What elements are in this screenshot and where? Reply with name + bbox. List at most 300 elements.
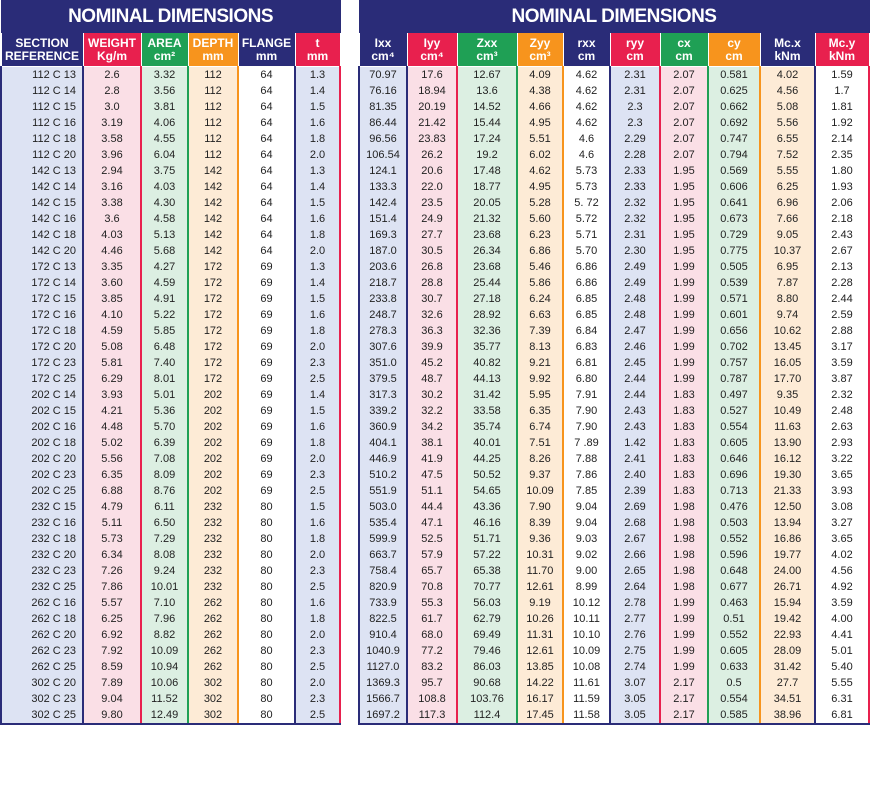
table-cell: 86.44 xyxy=(359,115,407,131)
table-cell: 1.98 xyxy=(660,579,708,595)
table-row xyxy=(1,227,340,243)
table-cell: 262 C 18 xyxy=(1,611,83,627)
table-cell: 16.17 xyxy=(517,691,563,707)
table-row xyxy=(359,163,869,179)
table-cell: 52.5 xyxy=(407,531,457,547)
table-cell: 2.29 xyxy=(610,131,660,147)
table-cell: 20.05 xyxy=(457,195,517,211)
table-row xyxy=(359,355,869,371)
table-cell: 232 xyxy=(188,579,238,595)
table-cell: 1.95 xyxy=(660,227,708,243)
table-cell: 17.6 xyxy=(407,67,457,84)
table-cell: 2.5 xyxy=(295,483,340,499)
table-cell: 5.55 xyxy=(760,163,815,179)
table-cell: 10.37 xyxy=(760,243,815,259)
table-cell: 7.90 xyxy=(563,419,610,435)
table-cell: 45.2 xyxy=(407,355,457,371)
column-header-unit: mm xyxy=(202,48,224,63)
table-cell: 3.96 xyxy=(83,147,141,163)
table-row xyxy=(1,163,340,179)
table-row xyxy=(1,451,340,467)
table-cell: 69 xyxy=(238,275,295,291)
table-cell: 446.9 xyxy=(359,451,407,467)
table-cell: 6.25 xyxy=(83,611,141,627)
table-cell: 21.33 xyxy=(760,483,815,499)
column-header xyxy=(517,33,563,67)
table-cell: 6.48 xyxy=(141,339,188,355)
table-cell: 262 xyxy=(188,611,238,627)
table-cell: 0.787 xyxy=(708,371,760,387)
table-cell: 6.35 xyxy=(83,467,141,483)
table-cell: 503.0 xyxy=(359,499,407,515)
table-cell: 2.17 xyxy=(660,675,708,691)
table-cell: 7.87 xyxy=(760,275,815,291)
table-cell: 7.90 xyxy=(563,403,610,419)
table-cell: 18.94 xyxy=(407,83,457,99)
table-cell: 5.70 xyxy=(141,419,188,435)
table-cell: 1.98 xyxy=(660,515,708,531)
table-cell: 10.94 xyxy=(141,659,188,675)
table-cell: 6.31 xyxy=(815,691,869,707)
table-cell: 12.67 xyxy=(457,67,517,84)
table-cell: 23.68 xyxy=(457,259,517,275)
table-cell: 1.4 xyxy=(295,179,340,195)
table-cell: 9.04 xyxy=(563,515,610,531)
table-cell: 112 C 20 xyxy=(1,147,83,163)
table-cell: 21.42 xyxy=(407,115,457,131)
table-row xyxy=(359,483,869,499)
table-cell: 262 xyxy=(188,595,238,611)
table-row xyxy=(1,67,340,84)
table-cell: 64 xyxy=(238,131,295,147)
table-cell: 1.98 xyxy=(660,547,708,563)
table-cell: 26.2 xyxy=(407,147,457,163)
table-cell: 8.39 xyxy=(517,515,563,531)
table-cell: 4.30 xyxy=(141,195,188,211)
table-cell: 2.17 xyxy=(660,707,708,724)
table-cell: 2.49 xyxy=(610,259,660,275)
table-row xyxy=(359,339,869,355)
table-cell: 2.5 xyxy=(295,579,340,595)
table-cell: 12.61 xyxy=(517,579,563,595)
table-cell: 1.4 xyxy=(295,83,340,99)
table-cell: 2.06 xyxy=(815,195,869,211)
table-cell: 4.02 xyxy=(815,547,869,563)
column-header-unit: cm³ xyxy=(529,48,551,63)
table-cell: 43.36 xyxy=(457,499,517,515)
column-header xyxy=(238,33,295,67)
table-title-right: NOMINAL DIMENSIONS xyxy=(359,1,869,33)
table-cell: 2.3 xyxy=(295,563,340,579)
table-cell: 12.49 xyxy=(141,707,188,724)
table-cell: 69 xyxy=(238,339,295,355)
table-cell: 11.59 xyxy=(563,691,610,707)
table-cell: 1.5 xyxy=(295,403,340,419)
table-cell: 19.2 xyxy=(457,147,517,163)
table-row xyxy=(359,179,869,195)
column-header-name: SECTION xyxy=(15,35,69,50)
table-cell: 64 xyxy=(238,67,295,84)
table-row xyxy=(359,531,869,547)
table-row xyxy=(359,403,869,419)
table-cell: 0.702 xyxy=(708,339,760,355)
table-cell: 1.83 xyxy=(660,387,708,403)
table-cell: 4.58 xyxy=(141,211,188,227)
table-cell: 25.44 xyxy=(457,275,517,291)
table-cell: 6.04 xyxy=(141,147,188,163)
table-row xyxy=(1,595,340,611)
column-header xyxy=(295,33,340,67)
table-cell: 5.08 xyxy=(760,99,815,115)
table-cell: 278.3 xyxy=(359,323,407,339)
table-cell: 12.50 xyxy=(760,499,815,515)
column-header xyxy=(359,33,407,67)
table-cell: 11.31 xyxy=(517,627,563,643)
table-cell: 3.07 xyxy=(610,675,660,691)
column-header-unit: cm xyxy=(675,48,693,63)
table-cell: 5.46 xyxy=(517,259,563,275)
table-cell: 142 xyxy=(188,211,238,227)
table-cell: 23.83 xyxy=(407,131,457,147)
table-row xyxy=(1,291,340,307)
table-cell: 5.40 xyxy=(815,659,869,675)
table-row xyxy=(359,627,869,643)
table-cell: 81.35 xyxy=(359,99,407,115)
table-cell: 1.99 xyxy=(660,595,708,611)
column-headers-right xyxy=(359,33,869,67)
table-cell: 142 xyxy=(188,163,238,179)
table-cell: 30.7 xyxy=(407,291,457,307)
table-cell: 112 C 18 xyxy=(1,131,83,147)
table-cell: 1.99 xyxy=(660,371,708,387)
table-cell: 7.92 xyxy=(83,643,141,659)
table-cell: 20.6 xyxy=(407,163,457,179)
column-header-name: WEIGHT xyxy=(88,35,136,50)
table-cell: 61.7 xyxy=(407,611,457,627)
table-cell: 202 C 23 xyxy=(1,467,83,483)
table-cell: 23.68 xyxy=(457,227,517,243)
table-cell: 1.99 xyxy=(660,627,708,643)
column-header-unit: cm² xyxy=(153,48,176,63)
column-header xyxy=(610,33,660,67)
table-row xyxy=(1,403,340,419)
table-cell: 379.5 xyxy=(359,371,407,387)
table-cell: 9.02 xyxy=(563,547,610,563)
table-cell: 142 xyxy=(188,179,238,195)
table-cell: 3.59 xyxy=(815,355,869,371)
table-cell: 4.95 xyxy=(517,179,563,195)
table-cell: 11.63 xyxy=(760,419,815,435)
table-cell: 202 xyxy=(188,483,238,499)
table-cell: 2.43 xyxy=(610,403,660,419)
table-cell: 96.56 xyxy=(359,131,407,147)
table-cell: 70.77 xyxy=(457,579,517,595)
table-cell: 7.40 xyxy=(141,355,188,371)
table-cell: 8.26 xyxy=(517,451,563,467)
table-cell: 4.21 xyxy=(83,403,141,419)
table-cell: 2.3 xyxy=(610,99,660,115)
table-cell: 3.16 xyxy=(83,179,141,195)
table-row xyxy=(1,131,340,147)
table-cell: 6.85 xyxy=(563,291,610,307)
table-cell: 112 xyxy=(188,67,238,84)
table-cell: 142 C 14 xyxy=(1,179,83,195)
table-cell: 8.80 xyxy=(760,291,815,307)
table-cell: 4.79 xyxy=(83,499,141,515)
table-row xyxy=(359,323,869,339)
table-cell: 7.86 xyxy=(563,467,610,483)
table-cell: 202 xyxy=(188,435,238,451)
table-cell: 232 xyxy=(188,563,238,579)
table-cell: 22.0 xyxy=(407,179,457,195)
table-cell: 302 xyxy=(188,675,238,691)
table-cell: 0.552 xyxy=(708,627,760,643)
table-cell: 203.6 xyxy=(359,259,407,275)
table-cell: 65.7 xyxy=(407,563,457,579)
table-cell: 6.86 xyxy=(517,243,563,259)
table-cell: 9.36 xyxy=(517,531,563,547)
table-cell: 172 xyxy=(188,355,238,371)
table-cell: 5.01 xyxy=(815,643,869,659)
table-row xyxy=(359,195,869,211)
table-cell: 9.21 xyxy=(517,355,563,371)
column-header-unit: REFERENCE xyxy=(4,48,79,63)
table-cell: 2.77 xyxy=(610,611,660,627)
table-cell: 262 xyxy=(188,659,238,675)
table-cell: 2.33 xyxy=(610,179,660,195)
table-cell: 1.3 xyxy=(295,67,340,84)
table-cell: 2.59 xyxy=(815,307,869,323)
table-cell: 2.30 xyxy=(610,243,660,259)
table-cell: 133.3 xyxy=(359,179,407,195)
table-cell: 0.463 xyxy=(708,595,760,611)
table-cell: 5.55 xyxy=(815,675,869,691)
table-cell: 6.92 xyxy=(83,627,141,643)
table-cell: 27.7 xyxy=(407,227,457,243)
table-cell: 172 C 25 xyxy=(1,371,83,387)
table-cell: 4.62 xyxy=(563,99,610,115)
table-cell: 4.03 xyxy=(141,179,188,195)
table-row xyxy=(1,115,340,131)
table-cell: 2.68 xyxy=(610,515,660,531)
table-cell: 5.28 xyxy=(517,195,563,211)
table-cell: 0.757 xyxy=(708,355,760,371)
table-cell: 1.99 xyxy=(660,643,708,659)
column-header-unit: cm⁴ xyxy=(371,48,395,63)
table-cell: 1127.0 xyxy=(359,659,407,675)
table-cell: 18.77 xyxy=(457,179,517,195)
table-cell: 2.07 xyxy=(660,115,708,131)
table-cell: 3.27 xyxy=(815,515,869,531)
table-cell: 2.3 xyxy=(295,467,340,483)
table-cell: 0.646 xyxy=(708,451,760,467)
table-row xyxy=(1,515,340,531)
table-cell: 57.9 xyxy=(407,547,457,563)
column-header xyxy=(407,33,457,67)
table-cell: 0.497 xyxy=(708,387,760,403)
table-cell: 47.5 xyxy=(407,467,457,483)
table-cell: 44.25 xyxy=(457,451,517,467)
table-cell: 4.06 xyxy=(141,115,188,131)
table-cell: 11.52 xyxy=(141,691,188,707)
table-cell: 4.03 xyxy=(83,227,141,243)
table-cell: 1.83 xyxy=(660,419,708,435)
table-cell: 2.33 xyxy=(610,163,660,179)
table-cell: 7.96 xyxy=(141,611,188,627)
table-cell: 2.43 xyxy=(815,227,869,243)
table-cell: 6.35 xyxy=(517,403,563,419)
table-cell: 7.90 xyxy=(517,499,563,515)
table-cell: 10.09 xyxy=(563,643,610,659)
table-cell: 80 xyxy=(238,579,295,595)
table-row xyxy=(359,291,869,307)
table-cell: 2.48 xyxy=(815,403,869,419)
column-header-unit: cm xyxy=(626,48,644,63)
table-cell: 7 .89 xyxy=(563,435,610,451)
table-cell: 4.02 xyxy=(760,67,815,84)
table-cell: 1.95 xyxy=(660,179,708,195)
table-row xyxy=(1,643,340,659)
table-cell: 4.92 xyxy=(815,579,869,595)
table-cell: 1.99 xyxy=(660,659,708,675)
table-cell: 202 C 18 xyxy=(1,435,83,451)
table-cell: 7.26 xyxy=(83,563,141,579)
table-cell: 10.06 xyxy=(141,675,188,691)
table-cell: 663.7 xyxy=(359,547,407,563)
table-cell: 6.81 xyxy=(815,707,869,724)
table-cell: 5.73 xyxy=(563,179,610,195)
table-cell: 48.7 xyxy=(407,371,457,387)
table-cell: 9.05 xyxy=(760,227,815,243)
table-cell: 44.13 xyxy=(457,371,517,387)
table-cell: 4.55 xyxy=(141,131,188,147)
table-cell: 172 C 13 xyxy=(1,259,83,275)
table-cell: 404.1 xyxy=(359,435,407,451)
table-cell: 17.24 xyxy=(457,131,517,147)
table-row xyxy=(1,531,340,547)
table-cell: 1.92 xyxy=(815,115,869,131)
table-cell: 4.59 xyxy=(141,275,188,291)
section-properties-table-right xyxy=(358,0,870,725)
table-cell: 1040.9 xyxy=(359,643,407,659)
table-cell: 142 C 16 xyxy=(1,211,83,227)
table-row xyxy=(1,563,340,579)
table-cell: 112.4 xyxy=(457,707,517,724)
table-cell: 0.552 xyxy=(708,531,760,547)
table-cell: 2.49 xyxy=(610,275,660,291)
table-cell: 1.4 xyxy=(295,275,340,291)
table-cell: 69.49 xyxy=(457,627,517,643)
table-cell: 2.17 xyxy=(660,691,708,707)
table-cell: 4.46 xyxy=(83,243,141,259)
table-cell: 13.6 xyxy=(457,83,517,99)
table-cell: 202 xyxy=(188,419,238,435)
table-cell: 262 xyxy=(188,643,238,659)
table-cell: 3.0 xyxy=(83,99,141,115)
table-cell: 1566.7 xyxy=(359,691,407,707)
table-cell: 0.581 xyxy=(708,67,760,84)
table-cell: 0.554 xyxy=(708,419,760,435)
table-cell: 3.6 xyxy=(83,211,141,227)
table-row xyxy=(1,579,340,595)
table-cell: 142.4 xyxy=(359,195,407,211)
table-cell: 172 xyxy=(188,323,238,339)
table-cell: 80 xyxy=(238,627,295,643)
table-cell: 1.81 xyxy=(815,99,869,115)
table-cell: 4.62 xyxy=(563,115,610,131)
table-cell: 142 C 13 xyxy=(1,163,83,179)
table-cell: 172 xyxy=(188,339,238,355)
table-cell: 307.6 xyxy=(359,339,407,355)
table-cell: 3.56 xyxy=(141,83,188,99)
table-cell: 232 xyxy=(188,499,238,515)
table-cell: 90.68 xyxy=(457,675,517,691)
table-cell: 69 xyxy=(238,291,295,307)
table-cell: 1.8 xyxy=(295,131,340,147)
table-cell: 6.55 xyxy=(760,131,815,147)
table-cell: 2.8 xyxy=(83,83,141,99)
table-cell: 4.95 xyxy=(517,115,563,131)
table-cell: 50.52 xyxy=(457,467,517,483)
table-cell: 32.6 xyxy=(407,307,457,323)
table-cell: 2.28 xyxy=(610,147,660,163)
table-row xyxy=(1,627,340,643)
table-row xyxy=(1,195,340,211)
table-cell: 14.22 xyxy=(517,675,563,691)
table-cell: 10.31 xyxy=(517,547,563,563)
table-cell: 51.1 xyxy=(407,483,457,499)
table-cell: 11.58 xyxy=(563,707,610,724)
table-cell: 5.73 xyxy=(563,163,610,179)
table-cell: 142 xyxy=(188,243,238,259)
table-cell: 2.5 xyxy=(295,371,340,387)
table-cell: 9.03 xyxy=(563,531,610,547)
table-cell: 0.606 xyxy=(708,179,760,195)
table-cell: 1.5 xyxy=(295,99,340,115)
table-cell: 0.569 xyxy=(708,163,760,179)
table-cell: 2.0 xyxy=(295,675,340,691)
table-cell: 70.8 xyxy=(407,579,457,595)
table-cell: 28.92 xyxy=(457,307,517,323)
table-cell: 69 xyxy=(238,323,295,339)
table-cell: 5.08 xyxy=(83,339,141,355)
table-row xyxy=(359,275,869,291)
table-cell: 68.0 xyxy=(407,627,457,643)
table-cell: 30.2 xyxy=(407,387,457,403)
table-cell: 262 C 23 xyxy=(1,643,83,659)
table-cell: 3.65 xyxy=(815,531,869,547)
table-cell: 5.01 xyxy=(141,387,188,403)
table-cell: 69 xyxy=(238,435,295,451)
table-cell: 22.93 xyxy=(760,627,815,643)
table-cell: 35.77 xyxy=(457,339,517,355)
table-cell: 9.35 xyxy=(760,387,815,403)
column-header-name: Ixx xyxy=(374,35,392,50)
table-cell: 232 C 25 xyxy=(1,579,83,595)
table-cell: 3.87 xyxy=(815,371,869,387)
table-cell: 1.95 xyxy=(660,195,708,211)
table-cell: 0.692 xyxy=(708,115,760,131)
table-cell: 4.10 xyxy=(83,307,141,323)
table-cell: 2.6 xyxy=(83,67,141,84)
table-cell: 10.62 xyxy=(760,323,815,339)
table-row xyxy=(359,451,869,467)
table-cell: 5.11 xyxy=(83,515,141,531)
table-cell: 2.44 xyxy=(815,291,869,307)
table-cell: 16.86 xyxy=(760,531,815,547)
table-cell: 15.94 xyxy=(760,595,815,611)
table-cell: 8.08 xyxy=(141,547,188,563)
